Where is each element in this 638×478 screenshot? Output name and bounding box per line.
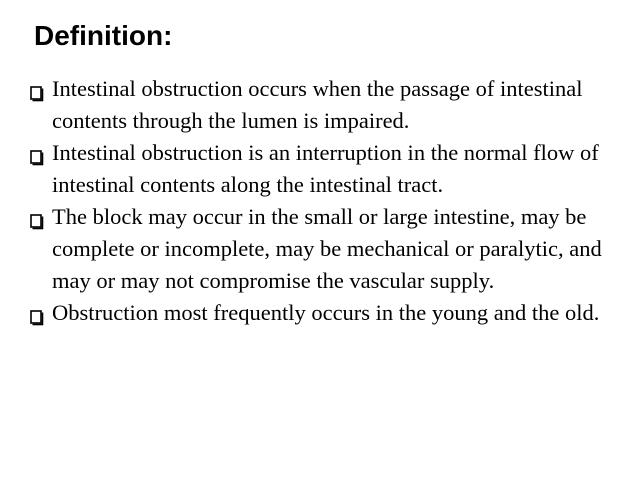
checkbox-square-icon bbox=[30, 143, 44, 159]
checkbox-square-icon bbox=[30, 207, 44, 223]
list-item bbox=[30, 137, 620, 201]
list-item bbox=[30, 201, 620, 297]
list-item bbox=[30, 297, 620, 329]
checkbox-square-icon bbox=[30, 303, 44, 319]
list-item bbox=[30, 73, 620, 137]
bullet-text: Intestinal obstruction is an interruption in the normal flow of intestinal contents along the intestinal tract. bbox=[52, 140, 599, 197]
slide-title: Definition: bbox=[34, 20, 173, 51]
bullet-list bbox=[30, 73, 620, 329]
checkbox-square-icon bbox=[30, 79, 44, 95]
bullet-text: Obstruction most frequently occurs in the young and the old. bbox=[52, 300, 600, 325]
bullet-text: Intestinal obstruction occurs when the passage of intestinal contents through the lumen is impaired. bbox=[52, 76, 583, 133]
bullet-text: The block may occur in the small or large intestine, may be complete or incomplete, may be mechanical or paralytic, and may or may not compromise the vascular supply. bbox=[52, 204, 602, 293]
